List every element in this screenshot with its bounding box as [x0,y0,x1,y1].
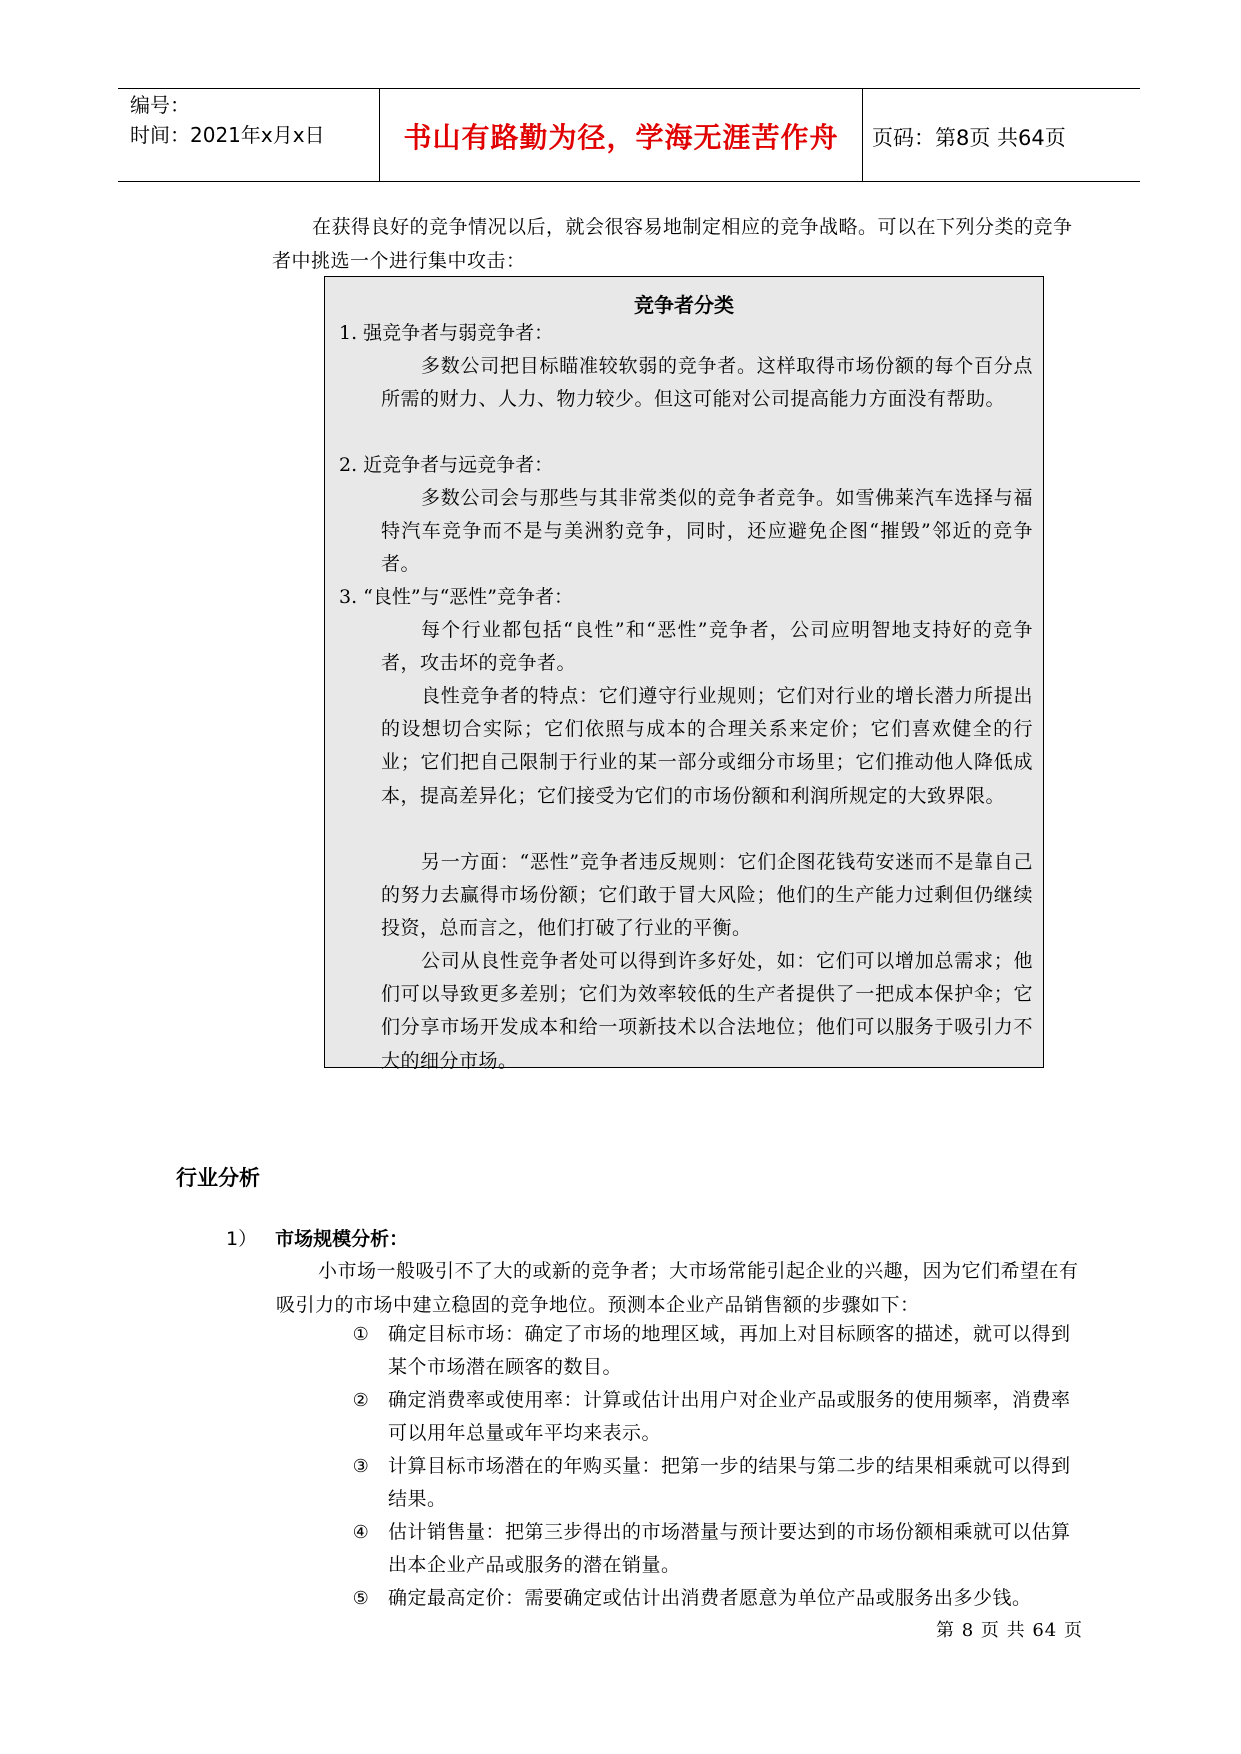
box-item-1-text: 多数公司把目标瞄准较软弱的竞争者。这样取得市场份额的每个百分点所需的财力、人力、物力较少。但这可能对公司提高能力方面没有帮助。 [381,355,1033,411]
step-5-marker: ⑤ [352,1588,370,1609]
step-5-text: 确定最高定价：需要确定或估计出消费者愿意为单位产品或服务出多少钱。 [388,1587,1032,1609]
step-4-marker: ④ [352,1522,370,1543]
box-item-2-text: 多数公司会与那些与其非常类似的竞争者竞争。如雪佛莱汽车选择与福特汽车竞争而不是与美洲豹竞争，同时，还应避免企图“摧毁”邻近的竞争者。 [381,487,1033,576]
intro-paragraph: 在获得良好的竞争情况以后，就会很容易地制定相应的竞争战略。可以在下列分类的竞争者中挑选一个进行集中攻击： [272,216,1073,272]
subsection-title: 市场规模分析： [275,1228,409,1250]
step-4-text: 估计销售量：把第三步得出的市场潜量与预计要达到的市场份额相乘就可以估算出本企业产品或服务的潜在销量。 [388,1521,1071,1576]
header-number: 编号： [130,93,190,117]
box-item-1-label: 1. 强竞争者与弱竞争者： [339,322,554,344]
header-meta [130,90,375,150]
step-1-text: 确定目标市场：确定了市场的地理区域，再加上对目标顾客的描述，就可以得到某个市场潜在顾客的数目。 [388,1323,1071,1378]
step-4 [350,1516,1086,1582]
market-paragraph: 小市场一般吸引不了大的或新的竞争者；大市场常能引起企业的兴趣，因为它们希望在有吸引力的市场中建立稳固的竞争地位。预测本企业产品销售额的步骤如下： [276,1260,1079,1316]
box-item-2-label: 2. 近竞争者与远竞争者： [339,454,554,476]
header-divider-2 [862,88,863,182]
header-page-number: 页码：第8页 共64页 [872,126,1066,150]
step-2-text: 确定消费率或使用率：计算或估计出用户对企业产品或服务的使用频率，消费率可以用年总量或年平均来表示。 [388,1389,1071,1444]
header-bottom-rule [118,181,1140,182]
box-item-3-text-4: 公司从良性竞争者处可以得到许多好处，如：它们可以增加总需求；他们可以导致更多差别；它们为效率较低的生产者提供了一把成本保护伞；它们分享市场开发成本和给一项新技术以合法地位；他们可以服务于吸引力不大的细分市场。 [381,950,1033,1072]
step-1-marker: ① [352,1324,370,1345]
header-top-rule [118,88,1140,89]
step-3-text: 计算目标市场潜在的年购买量：把第一步的结果与第二步的结果相乘就可以得到结果。 [388,1455,1071,1510]
step-2-marker: ② [352,1390,370,1411]
box-title: 竞争者分类 [634,293,734,317]
page-footer: 第 8 页 共 64 页 [936,1620,1083,1641]
box-item-3-text-3: 另一方面：“恶性”竞争者违反规则：它们企图花钱苟安迷而不是靠自己的努力去赢得市场份额；它们敢于冒大风险；他们的生产能力过剩但仍继续投资，总而言之，他们打破了行业的平衡。 [381,851,1033,940]
subsection-number: 1） [226,1228,258,1250]
step-3-marker: ③ [352,1456,370,1477]
step-1 [350,1318,1086,1384]
competitor-classification-box [324,276,1044,1072]
step-2 [350,1384,1086,1450]
box-item-3-text-2: 良性竞争者的特点：它们遵守行业规则；它们对行业的增长潜力所提出的设想切合实际；它们依照与成本的合理关系来定价；它们喜欢健全的行业；它们把自己限制于行业的某一部分或细分市场里；它们推动他人降低成本，提高差异化；它们接受为它们的市场份额和利润所规定的大致界限。 [381,685,1033,807]
header-time: 时间：2021年x月x日 [130,123,325,147]
box-item-3-text-1: 每个行业都包括“良性”和“恶性”竞争者，公司应明智地支持好的竞争者，攻击坏的竞争者。 [381,619,1033,675]
step-5 [350,1582,1086,1615]
section-title: 行业分析 [176,1166,260,1190]
subsection-heading [226,1224,408,1251]
box-item-3-label: 3. “良性”与“恶性”竞争者： [339,586,574,608]
header-slogan: 书山有路勤为径，学海无涯苦作舟 [403,121,839,154]
step-3 [350,1450,1086,1516]
